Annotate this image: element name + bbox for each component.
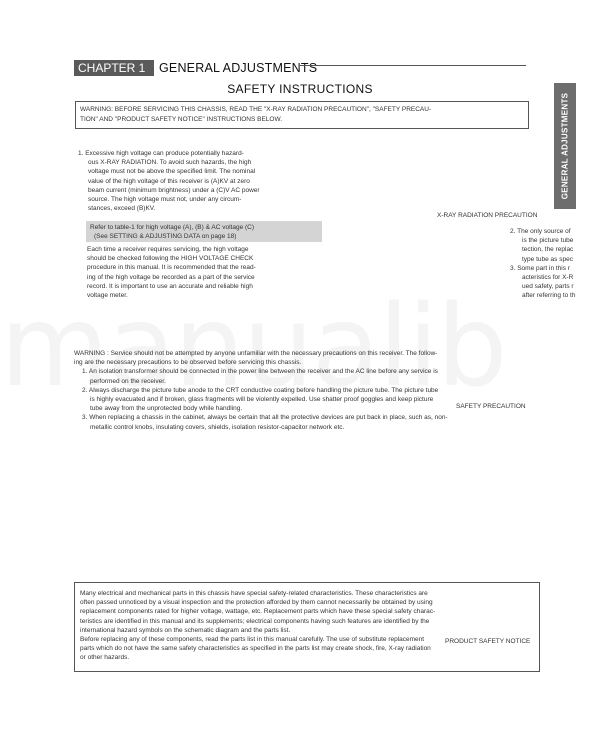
text-line: often passed unnoticed by a visual inspection and the protection afforded by them cannot necessarily be obtained by using: [80, 599, 433, 607]
text-line: tube away from the unprotected body while handling.: [90, 405, 243, 413]
text-line: ous X-RAY RADIATION. To avoid such hazards, the high: [88, 159, 252, 167]
safety-precaution-body: [74, 349, 484, 432]
xray-heading: X-RAY RADIATION PRECAUTION: [437, 212, 538, 219]
text-line: record. It is important to use an accurate and reliable high: [87, 282, 253, 290]
text-line: WARNING : Service should not be attempted by anyone unfamiliar with the necessary precautions on this receiver. The follow-: [74, 350, 438, 357]
text-line: tection, the replac: [522, 246, 574, 254]
text-line: replacement components rated for higher voltage, wattage, etc. Replacement parts which have these special safety charac-: [80, 608, 436, 616]
text-line: type tube as spec: [522, 255, 573, 263]
product-safety-heading: PRODUCT SAFETY NOTICE: [445, 638, 531, 645]
text-line: 2. Always discharge the picture tube anode to the CRT conductive coating before handling the picture tube. The picture tube: [82, 386, 439, 394]
xray-item-1-continued: [87, 245, 297, 300]
warning-box: [75, 101, 529, 129]
xray-item-1: [78, 149, 283, 213]
xray-items-2-3: [510, 227, 600, 301]
safety-heading: SAFETY PRECAUTION: [456, 403, 526, 410]
chapter-title: GENERAL ADJUSTMENTS: [159, 61, 318, 75]
text-line: is the picture tube: [522, 237, 574, 245]
text-line: international hazard symbols on the schematic diagram and the parts list.: [80, 626, 291, 634]
text-line: (See SETTING & ADJUSTING DATA on page 18): [94, 233, 237, 240]
text-line: Refer to table-1 for high voltage (A), (B) & AC voltage (C): [90, 224, 255, 231]
text-line: performed on the receiver.: [90, 377, 166, 385]
text-line: 3. Some part in this r: [510, 264, 570, 272]
text-line: 1. An isolation transformer should be connected in the power line between the receiver and the AC line before any service is: [82, 368, 438, 376]
text-line: Each time a receiver requires servicing, the high voltage: [87, 246, 249, 253]
header-rule: [300, 65, 526, 66]
warning-line: WARNING: BEFORE SERVICING THIS CHASSIS, READ THE "X-RAY RADIATION PRECAUTION", "SAFETY PRECAU-: [80, 106, 432, 113]
text-line: metallic control knobs, insulating covers, shields, isolation resistor-capacitor network etc.: [90, 423, 345, 431]
text-line: is highly evacuated and if broken, glass fragments will be violently expelled. Use shatter proof goggles and keep picture: [90, 396, 434, 404]
text-line: voltage must not be above the specified limit. The nominal: [88, 168, 256, 176]
page-title: SAFETY INSTRUCTIONS: [227, 82, 373, 96]
text-line: stances, exceed (B)KV.: [88, 205, 156, 213]
text-line: ued safety, parts r: [522, 283, 574, 291]
text-line: Many electrical and mechanical parts in this chassis have special safety-related characteristics. These characteristics are: [80, 590, 428, 597]
chapter-label: CHAPTER 1: [74, 60, 154, 76]
text-line: parts which do not have the same safety characteristics as specified in the parts list may create shock, fire, X-ray radiation: [80, 645, 431, 653]
text-line: should be checked following the HIGH VOLTAGE CHECK: [87, 255, 254, 263]
text-line: after referring to th: [522, 292, 576, 300]
side-tab-label: GENERAL ADJUSTMENTS: [560, 92, 570, 200]
text-line: beam current (minimum brightness) under a (C)V AC power: [88, 186, 260, 194]
text-line: value of the high voltage of this receiver is (A)KV at zero: [88, 177, 250, 185]
text-line: teristics are identified in this manual and its supplements; electrical components having such features are identified by the: [80, 617, 430, 625]
voltage-reference-box: [86, 221, 322, 242]
text-line: or other hazards.: [80, 654, 130, 662]
text-line: source. The high voltage must not, under any circum-: [88, 196, 242, 204]
product-safety-text: [80, 589, 510, 663]
text-line: Before replacing any of these components, read the parts list in this manual carefully. The use of substitute replacement: [80, 636, 425, 644]
text-line: procedure in this manual. It is recommended that the read-: [87, 264, 256, 272]
side-tab: [554, 83, 576, 209]
text-line: ing are the necessary precautions to be observed before servicing this chassis.: [74, 359, 302, 367]
text-line: 1. Excessive high voltage can produce potentially hazard-: [78, 150, 244, 157]
warning-line: TION" AND "PRODUCT SAFETY NOTICE" INSTRUCTIONS BELOW.: [80, 116, 283, 123]
text-line: 2. The only source of: [510, 228, 571, 235]
text-line: 3. When replacing a chassis in the cabinet, always be certain that all the protective devices are put back in place, such as, non-: [82, 414, 448, 422]
text-line: acteristics for X-R: [522, 274, 574, 282]
text-line: ing of the high voltage be recorded as a part of the service: [87, 273, 255, 281]
text-line: voltage meter.: [87, 292, 128, 300]
